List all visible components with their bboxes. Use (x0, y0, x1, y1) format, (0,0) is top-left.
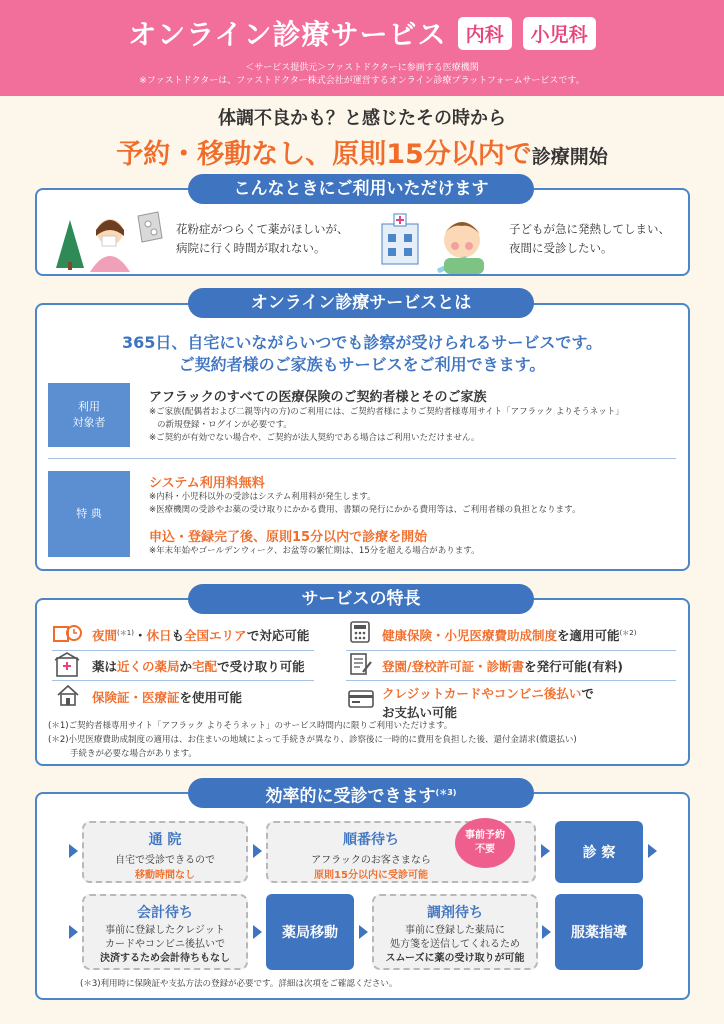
feature-dot: ・ (133, 628, 147, 643)
flow-title (188, 778, 534, 808)
flow-arrow-start-1 (69, 844, 78, 858)
flow-arrow-5 (359, 925, 368, 939)
feature-night-holiday (92, 626, 309, 644)
badge-pediatrics: 小児科 (523, 17, 596, 50)
target-label-line2: 対象者 (72, 416, 106, 429)
flow-arrow-2 (541, 844, 550, 858)
usage-case2-line2: 夜間に受診したい。 (509, 241, 613, 255)
feature-certificate-highlight: 登園/登校許可証・診断書 (382, 659, 525, 674)
flow-arrow-4 (253, 925, 262, 939)
pharmacy-icon (54, 652, 80, 678)
feature-note-ref1: (＊1) (117, 628, 134, 637)
usage-case1-line1: 花粉症がつらくて薬がほしいが、 (176, 222, 349, 236)
lead-headline (0, 132, 724, 171)
feature-divider-3 (52, 680, 314, 681)
target-head: アフラックのすべての医療保険のご契約者様とそのご家族 (149, 390, 487, 405)
lead-small: 診療開始 (531, 146, 608, 168)
about-divider (48, 458, 676, 459)
feature-note-ref2: (＊2) (619, 628, 637, 637)
feature-payment (382, 684, 594, 722)
benefit-label: 特 典 (48, 471, 130, 557)
feature-delivery: 宅配 (192, 659, 218, 674)
hay-fever-illustration-icon (48, 196, 163, 272)
flow-payment-line2: カードやコンビニ後払いで (105, 939, 225, 950)
credit-card-icon (348, 690, 374, 708)
feature-note1: (＊1)ご契約者様専用サイト「アフラック よりそうネット」のサービス時間内に限りご利用いただけます。 (48, 721, 453, 731)
flow-payment-line1: 事前に登録したクレジット (105, 925, 225, 936)
feature-holiday: 休日 (146, 628, 172, 643)
feature-payment-highlight: クレジットカードやコンビニ後払い (382, 686, 582, 701)
target-note3: ※ご契約が有効でない場合や、ご契約が法人契約である場合はご利用いただけません。 (149, 433, 480, 443)
flow-arrow-start-2 (69, 925, 78, 939)
target-label (48, 383, 130, 447)
usage-case1-line2: 病院に行く時間が取れない。 (176, 241, 326, 255)
target-note2: の新規登録・ログインが必要です。 (157, 420, 292, 430)
feature-divider-4 (346, 680, 676, 681)
flow-visit-line1: 自宅で受診できるので (115, 855, 215, 866)
feature-mo: も (171, 628, 184, 643)
feature-insurance (382, 626, 636, 644)
flow-dispense-desc (374, 924, 536, 966)
feature-payment-line1 (382, 684, 594, 703)
about-lead2: ご契約者様のご家族もサービスをご利用できます。 (178, 355, 546, 374)
feature-pharmacy-c: か (179, 659, 193, 674)
feature-night: 夜間 (92, 628, 118, 643)
target-label-line1: 利用 (78, 400, 100, 413)
flow-queue-head: 順番待ち (343, 832, 399, 848)
home-icon (56, 683, 80, 707)
feature-payment-de: で (581, 686, 594, 701)
benefit1-note2: ※医療機関の受診やお薬の受け取りにかかる費用、書類の発行にかかる費用等は、ご利用者様の負担となります。 (149, 505, 581, 515)
benefit1-note1: ※内科・小児科以外の受診はシステム利用料が発生します。 (149, 492, 376, 502)
usage-case2-line1: 子どもが急に発熱してしまい、 (509, 222, 670, 236)
header-banner (0, 0, 724, 96)
feature-pharmacy-a: 薬は (92, 659, 118, 674)
lead-line: 体調不良かも？と感じたその時から (218, 108, 506, 129)
feature-nearby-pharmacy: 近くの薬局 (117, 659, 180, 674)
feature-divider-2 (346, 650, 676, 651)
about-lead1: 365日、自宅にいながらいつでも診察が受けられるサービスです。 (121, 333, 603, 352)
flow-visit-desc (84, 853, 246, 883)
feature-divider-1 (52, 650, 314, 651)
usage-case1 (176, 220, 349, 258)
flow-queue-desc (268, 853, 474, 883)
flow-arrow-6 (542, 925, 551, 939)
flow-payment-head: 会計待ち (137, 905, 193, 921)
feature-note2: (＊2)小児医療費助成制度の適用は、お住まいの地域によって手続きが異なり、診察後に一時的に費用を負担した後、還付金請求(償還払い) (48, 735, 577, 745)
title-row (0, 13, 724, 53)
document-pen-icon (349, 652, 373, 676)
flow-visit-head: 通 院 (148, 832, 182, 848)
benefit2-note: ※年末年始やゴールデンウィーク、お盆等の繁忙期は、15分を超える場合があります。 (149, 546, 480, 556)
feature-insurance-card-text: を使用可能 (179, 690, 243, 705)
clock-calendar-icon (52, 621, 82, 645)
feature-payment-line2: お支払い可能 (382, 705, 458, 720)
usage-case2 (509, 220, 670, 258)
feature-pharmacy-e: で受け取り可能 (217, 659, 305, 674)
about-title: オンライン診療サービスとは (188, 288, 534, 318)
platform-line: ※ファストドクターは、ファストドクター株式会社が運営するオンライン診療プラットフォームサービスです。 (139, 76, 585, 86)
flow-step-payment (82, 894, 248, 970)
target-note1: ※ご家族(配偶者および二親等内の方)のご利用には、ご契約者様によりご契約者様専用サイト「アフラック よりそうネット」 (149, 407, 624, 417)
feature-certificate (382, 657, 623, 675)
feature-certificate-text: を発行可能(有料) (524, 659, 624, 674)
feature-pharmacy (92, 657, 305, 675)
flow-queue-line2: 原則15分以内に受診可能 (314, 870, 428, 881)
feature-nationwide: 全国エリア (183, 628, 247, 643)
feature-supported: で対応可能 (246, 628, 310, 643)
benefit2-head: 申込・登録完了後、原則15分以内で診療を開始 (149, 530, 428, 545)
usage-title: こんなときにご利用いただけます (188, 174, 534, 204)
flow-payment-desc (84, 924, 246, 966)
calculator-icon (349, 620, 371, 644)
lead-big: 予約・移動なし、原則15分以内で (116, 139, 532, 170)
flow-dispense-line1: 事前に登録した薬局に (405, 925, 505, 936)
benefit1-head: システム利用料無料 (149, 476, 265, 491)
no-reservation-bubble (455, 818, 515, 868)
flow-dispense-head: 調剤待ち (427, 905, 483, 921)
flow-queue-line1: アフラックのお客さまなら (311, 855, 431, 866)
feature-note3: 手続きが必要な場合があります。 (70, 749, 197, 759)
flow-step-dispense (372, 894, 538, 970)
flow-dispense-line2: 処方箋を送信してくれるため (390, 939, 520, 950)
flow-note: (＊3)利用時に保険証や支払方法の登録が必要です。詳細は次項をご確認ください。 (80, 979, 398, 989)
flow-title-note-ref: (＊3) (435, 788, 457, 797)
feature-insurance-card (92, 688, 242, 706)
flow-arrow-3 (648, 844, 657, 858)
flow-arrow-1 (253, 844, 262, 858)
flow-step-exam: 診 察 (555, 821, 643, 883)
badge-internal-medicine: 内科 (458, 17, 512, 50)
page-title: オンライン診療サービス (128, 18, 447, 51)
flow-payment-line3: 決済するため会計待ちもなし (100, 953, 230, 964)
feature-insurance-card-highlight: 保険証・医療証 (92, 690, 180, 705)
flow-dispense-line3: スムーズに薬の受け取りが可能 (385, 953, 525, 964)
feature-insurance-text: を適用可能 (557, 628, 620, 643)
provider-line: ＜サービス提供元＞ファストドクターに参画する医療機関 (245, 63, 479, 73)
flow-visit-line2: 移動時間なし (135, 870, 195, 881)
bubble-line1: 事前予約 (465, 830, 505, 841)
flow-step-visit (82, 821, 248, 883)
flow-title-text: 効率的に受診できます (265, 786, 436, 807)
flow-step-guidance: 服薬指導 (555, 894, 643, 970)
flow-step-pharmacy: 薬局移動 (266, 894, 354, 970)
bubble-line2: 不要 (475, 844, 495, 855)
features-title: サービスの特長 (188, 584, 534, 614)
sick-child-illustration-icon (378, 204, 506, 274)
feature-insurance-highlight: 健康保険・小児医療費助成制度 (382, 628, 558, 643)
